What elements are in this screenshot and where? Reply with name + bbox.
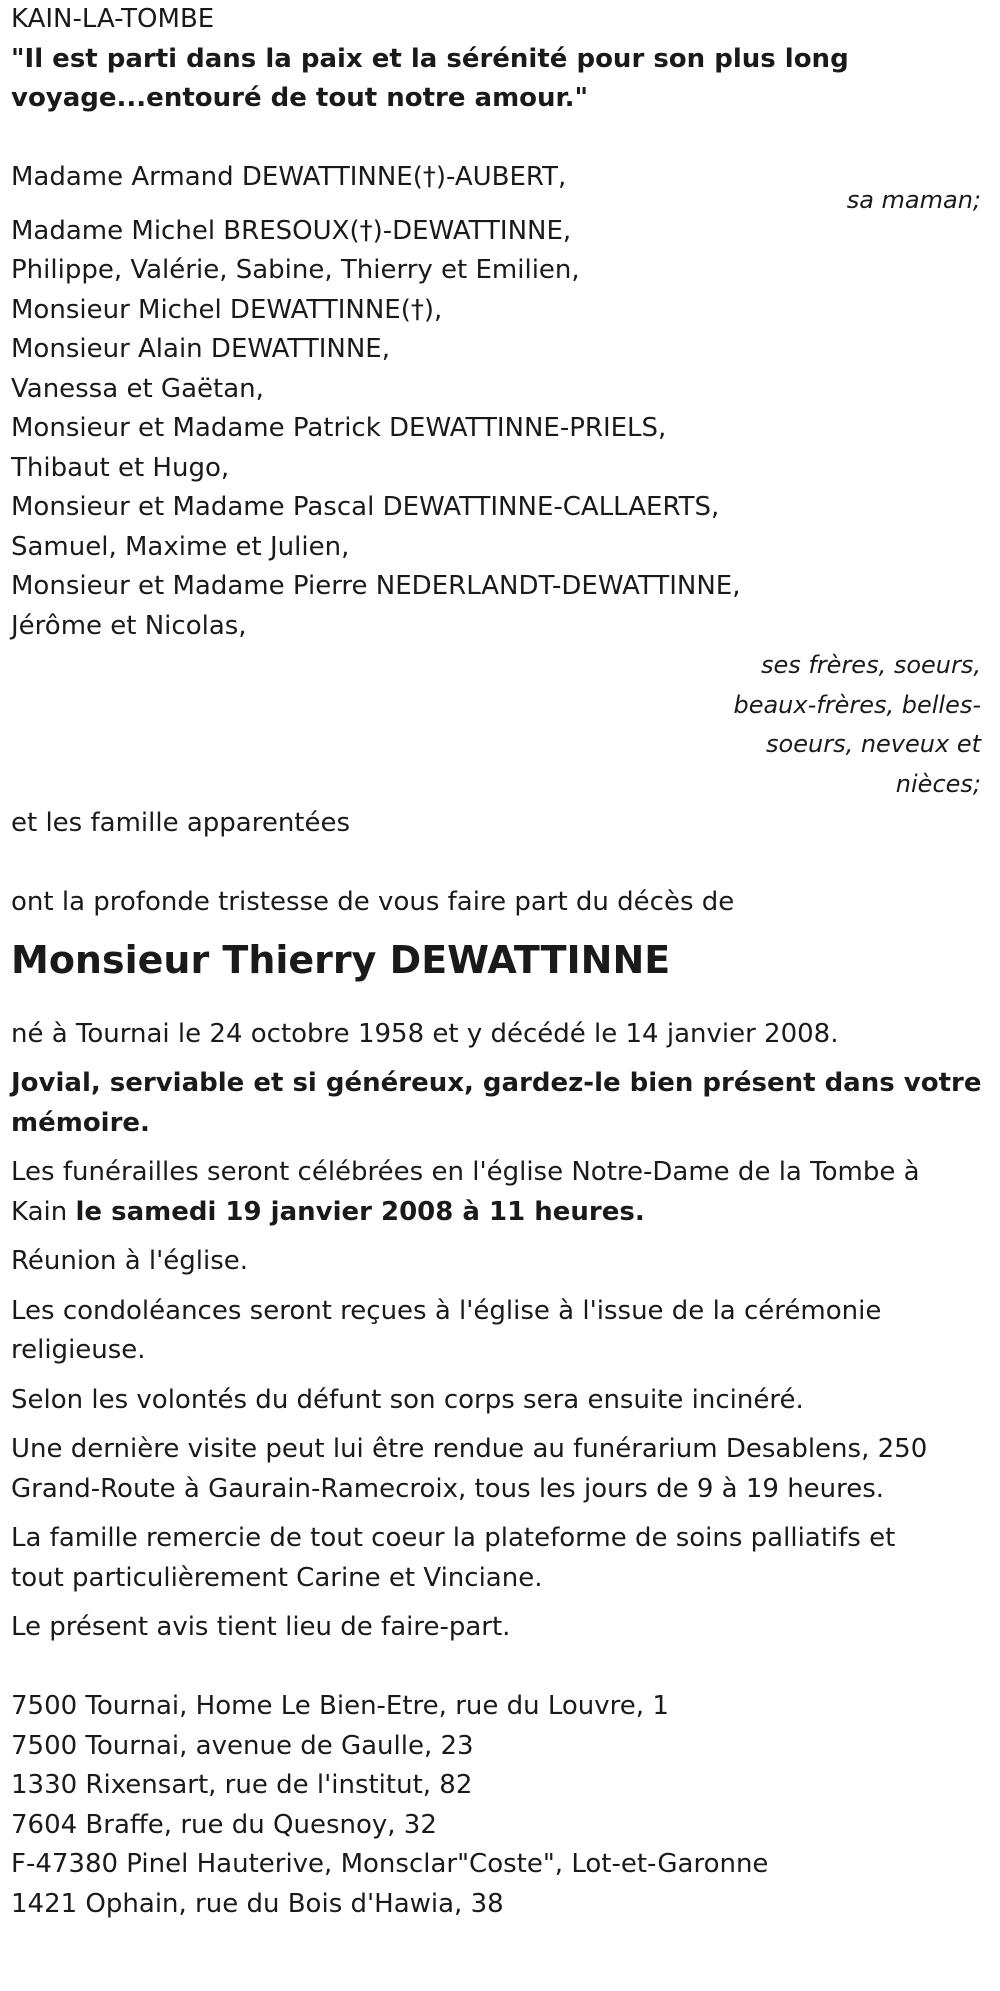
list-item: Vanessa et Gaëtan, (11, 373, 264, 404)
list-item: Thibaut et Hugo, (11, 452, 230, 483)
condolences-line-2: religieuse. (11, 1335, 146, 1365)
visit-line-2: Grand-Route à Gaurain-Ramecroix, tous les jours de 9 à 19 heures. (11, 1473, 885, 1504)
tribute-line-2: mémoire. (11, 1107, 150, 1138)
condolences (11, 1292, 991, 1371)
relation-line: nièces; (895, 769, 981, 798)
list-item: Madame Michel BRESOUX(†)-DEWATTINNE, (11, 215, 572, 246)
family-line: et les famille apparentées (11, 808, 351, 838)
obituary-notice (11, 0, 991, 1924)
tribute-line-1: Jovial, serviable et si généreux, gardez-le bien présent dans votre (11, 1068, 982, 1098)
mother-name: Madame Armand DEWATTINNE(†)-AUBERT, (11, 162, 567, 192)
notice: Le présent avis tient lieu de faire-part. (11, 1612, 511, 1642)
siblings-list (11, 212, 991, 647)
born-died: né à Tournai le 24 octobre 1958 et y décédé le 14 janvier 2008. (11, 1018, 839, 1049)
list-item: Samuel, Maxime et Julien, (11, 531, 350, 562)
list-item: Monsieur et Madame Patrick DEWATTINNE-PRIELS, (11, 413, 667, 443)
visit-info (11, 1430, 991, 1509)
quote-line-1: "Il est parti dans la paix et la sérénité pour son plus long (11, 43, 849, 74)
deceased-name: Monsieur Thierry DEWATTINNE (11, 937, 671, 982)
visit-line-1: Une dernière visite peut lui être rendue au funérarium Desablens, 250 (11, 1434, 928, 1464)
address-item: 1421 Ophain, rue du Bois d'Hawia, 38 (11, 1888, 504, 1919)
list-item: Philippe, Valérie, Sabine, Thierry et Emilien, (11, 255, 580, 285)
list-item: Monsieur Alain DEWATTINNE, (11, 334, 390, 364)
location-heading: KAIN-LA-TOMBE (11, 4, 215, 34)
quote-line-2: voyage...entouré de tout notre amour." (11, 83, 589, 113)
thanks (11, 1519, 991, 1598)
address-item: F-47380 Pinel Hauterive, Monsclar"Coste", Lot-et-Garonne (11, 1849, 769, 1879)
list-item: Monsieur Michel DEWATTINNE(†), (11, 294, 443, 325)
funeral-place: Kain (11, 1196, 76, 1227)
list-item: Jérôme et Nicolas, (11, 610, 247, 641)
condolences-line-1: Les condoléances seront reçues à l'église à l'issue de la cérémonie (11, 1295, 882, 1326)
relation-line: ses frères, soeurs, (760, 651, 981, 679)
thanks-line-1: La famille remercie de tout coeur la plateforme de soins palliatifs et (11, 1523, 896, 1553)
address-item: 7604 Braffe, rue du Quesnoy, 32 (11, 1809, 437, 1840)
funeral-date: le samedi 19 janvier 2008 à 11 heures. (75, 1196, 645, 1227)
list-item: Monsieur et Madame Pascal DEWATTINNE-CALLAERTS, (11, 492, 720, 522)
mother-relation: sa maman; (846, 185, 981, 214)
funeral-line-1: Les funérailles seront célébrées en l'église Notre-Dame de la Tombe à (11, 1157, 920, 1187)
cremation: Selon les volontés du défunt son corps sera ensuite incinéré. (11, 1384, 804, 1415)
addresses-list (11, 1687, 991, 1924)
address-item: 1330 Rixensart, rue de l'institut, 82 (11, 1770, 473, 1800)
list-item: Monsieur et Madame Pierre NEDERLANDT-DEWATTINNE, (11, 571, 741, 601)
tribute (11, 1064, 991, 1143)
funeral-info (11, 1153, 991, 1232)
relation-line: beaux-frères, belles- (733, 690, 981, 719)
address-item: 7500 Tournai, Home Le Bien-Etre, rue du Louvre, 1 (11, 1691, 669, 1721)
address-item: 7500 Tournai, avenue de Gaulle, 23 (11, 1730, 474, 1761)
siblings-relation (11, 646, 991, 804)
funeral-line-2 (11, 1193, 991, 1233)
thanks-line-2: tout particulièrement Carine et Vinciane. (11, 1562, 543, 1593)
meeting: Réunion à l'église. (11, 1246, 249, 1276)
relation-line: soeurs, neveux et (766, 730, 981, 758)
announcement: ont la profonde tristesse de vous faire part du décès de (11, 887, 735, 917)
